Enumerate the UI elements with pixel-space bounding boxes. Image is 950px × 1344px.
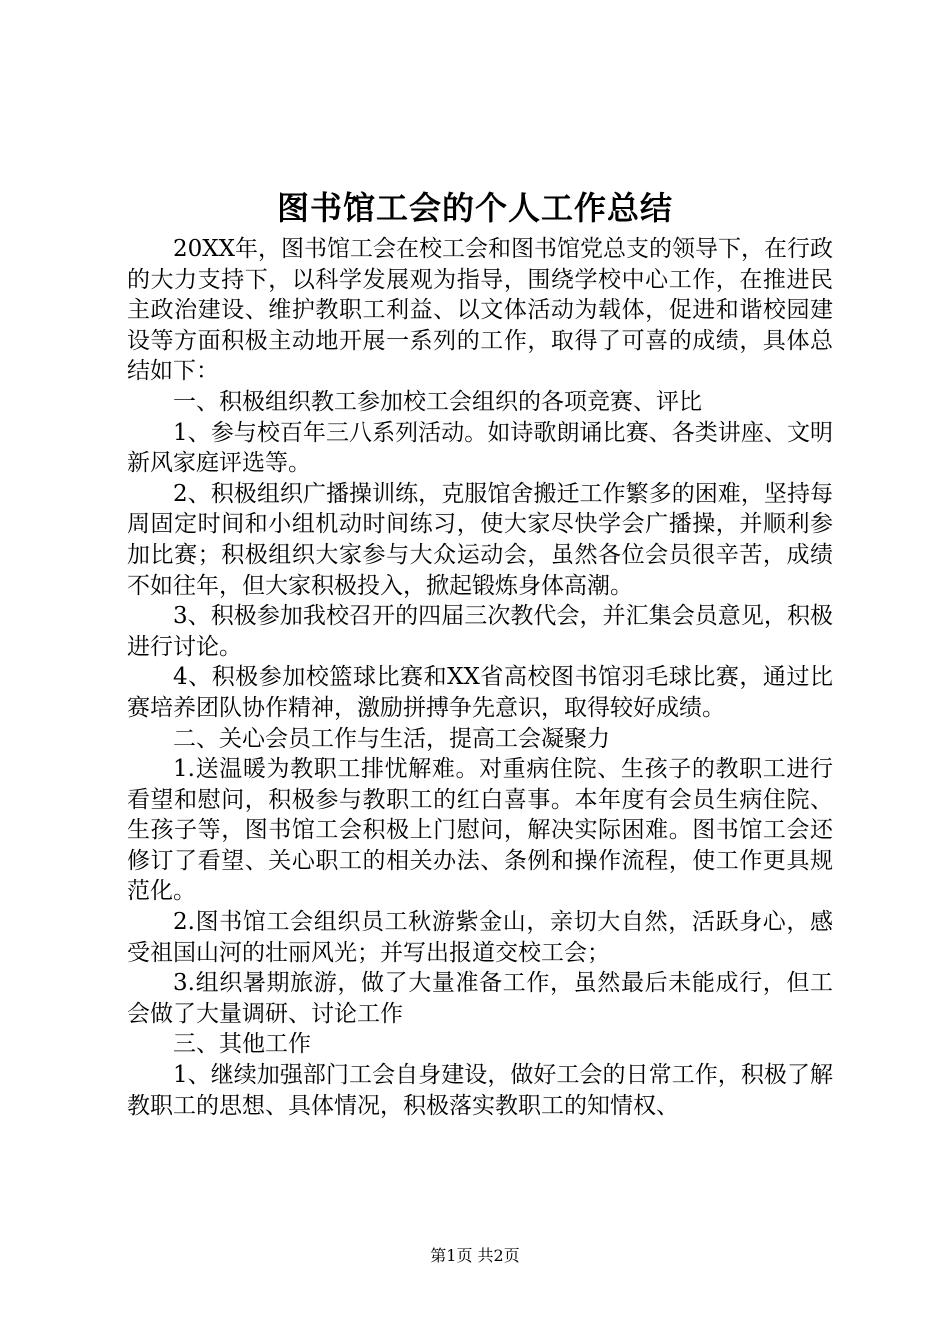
paragraph-1-4: 4、积极参加校篮球比赛和XX省高校图书馆羽毛球比赛，通过比赛培养团队协作精神，激励拼搏争先意识，取得较好成绩。 bbox=[127, 664, 833, 721]
page-number-footer: 第1页 共2页 bbox=[430, 1246, 520, 1265]
document-body bbox=[127, 234, 833, 1121]
paragraph-3-1: 1、继续加强部门工会自身建设，做好工会的日常工作，积极了解教职工的思想、具体情况，积极落实教职工的知情权、 bbox=[127, 1062, 833, 1119]
paragraph-intro: 20XX年，图书馆工会在校工会和图书馆党总支的领导下，在行政的大力支持下，以科学发展观为指导，围绕学校中心工作，在推进民主政治建设、维护教职工利益、以文体活动为载体，促进和谐校园建设等方面积极主动地开展一系列的工作，取得了可喜的成绩，具体总结如下： bbox=[127, 236, 834, 385]
document-title: 图书馆工会的个人工作总结 bbox=[276, 189, 673, 227]
paragraph-2-1: 1.送温暖为教职工排忧解难。对重病住院、生孩子的教职工进行看望和慰问，积极参与教职工的红白喜事。本年度有会员生病住院、生孩子等，图书馆工会积极上门慰问，解决实际困难。图书馆工会还修订了看望、关心职工的相关办法、条例和操作流程，使工作更具规范化。 bbox=[127, 756, 833, 905]
section-heading-2: 二、关心会员工作与生活，提高工会凝聚力 bbox=[173, 725, 610, 752]
paragraph-1-2: 2、积极组织广播操训练，克服馆舍搬迁工作繁多的困难，坚持每周固定时间和小组机动时间练习，使大家尽快学会广播操，并顺利参加比赛；积极组织大家参与大众运动会，虽然各位会员很辛苦，成绩不如往年，但大家积极投入，掀起锻炼身体高潮。 bbox=[127, 480, 833, 599]
paragraph-1-3: 3、积极参加我校召开的四届三次教代会，并汇集会员意见，积极进行讨论。 bbox=[127, 603, 833, 660]
paragraph-2-3: 3.组织暑期旅游，做了大量准备工作，虽然最后未能成行，但工会做了大量调研、讨论工作 bbox=[127, 970, 833, 1027]
paragraph-1-1: 1、参与校百年三八系列活动。如诗歌朗诵比赛、各类讲座、文明新风家庭评选等。 bbox=[127, 419, 833, 477]
paragraph-2-2: 2.图书馆工会组织员工秋游紫金山，亲切大自然，活跃身心，感受祖国山河的壮丽风光；并写出报道交校工会； bbox=[127, 909, 833, 966]
section-heading-3: 三、其他工作 bbox=[173, 1031, 311, 1058]
section-heading-1: 一、积极组织教工参加校工会组织的各项竞赛、评比 bbox=[173, 388, 702, 415]
